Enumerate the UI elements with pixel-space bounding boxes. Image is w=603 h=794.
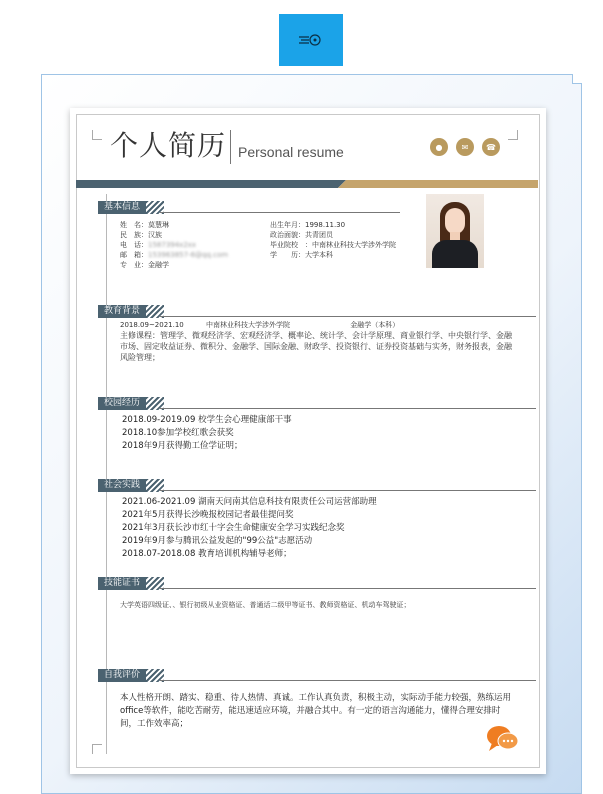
info-row: 姓 名：莫慧琳 <box>120 221 169 229</box>
education-courses: 主修课程：管理学、微观经济学、宏观经济学、概率论、统计学、会计学原理、商业银行学、中央银行学、金融市场、固定收益证券、微积分、金融学、国际金融、财政学、投资银行、证券投资基础与实务，财务报表，金融风险管理； <box>120 331 512 362</box>
campus-list <box>122 414 292 453</box>
list-item: 2018.07-2018.08 教育培训机构辅导老师； <box>122 549 292 559</box>
list-item: 2021年5月获得长沙晚报校园记者最佳提问奖 <box>122 510 294 520</box>
education-row: 2018.09~2021.10 中南林业科技大学涉外学院 金融学（本科） <box>120 321 400 329</box>
basic-right-list <box>270 220 396 260</box>
section-education <box>98 304 164 318</box>
section-label: 基本信息 <box>98 201 146 214</box>
list-item: 2019年9月参与腾讯公益发起的"99公益"志愿活动 <box>122 536 313 546</box>
info-row: 政治面貌：共青团员 <box>270 231 333 239</box>
frame-corner-fold <box>572 74 582 84</box>
info-row: 邮 箱：153963857-6@qq.com <box>120 251 229 259</box>
social-list <box>122 496 377 561</box>
image-icon-button[interactable] <box>279 14 343 66</box>
section-rule <box>160 490 536 491</box>
corner-bracket <box>92 744 102 754</box>
list-item: 2018年9月获得勤工俭学证明； <box>122 441 243 451</box>
certs-text: 大学英语四级证、、银行初级从业资格证、普通话二级甲等证书、教师资格证、机动车驾驶证； <box>120 601 411 609</box>
corner-bracket <box>508 130 518 140</box>
section-label: 技能证书 <box>98 577 146 590</box>
section-social <box>98 478 164 492</box>
user-icon: ● <box>430 138 448 156</box>
header-band <box>76 180 538 188</box>
section-rule <box>160 408 536 409</box>
resume-page <box>70 108 546 774</box>
info-row: 电 话：1587394x2xx <box>120 241 197 249</box>
resume-subtitle: Personal resume <box>238 144 344 160</box>
list-item: 2018.09-2019.09 校学生会心理健康部干事 <box>122 415 292 425</box>
band-dark <box>76 180 346 188</box>
section-certs <box>98 576 164 590</box>
section-rule <box>160 588 536 589</box>
mail-icon: ✉ <box>456 138 474 156</box>
section-self <box>98 668 164 682</box>
section-label: 自我评价 <box>98 669 146 682</box>
section-label: 社会实践 <box>98 479 146 492</box>
section-label: 教育背景 <box>98 305 146 318</box>
section-label: 校园经历 <box>98 397 146 410</box>
info-row: 出生年月：1998.11.30 <box>270 221 346 229</box>
list-item: 2018.10参加学校红歌会获奖 <box>122 428 234 438</box>
section-rule <box>160 316 536 317</box>
section-rule <box>160 680 536 681</box>
image-icon <box>297 31 325 49</box>
self-evaluation-text: 本人性格开朗、踏实、稳重、待人热情、真诚。工作认真负责，积极主动，实际动手能力较强，熟练运用office等软件，能吃苦耐劳，能迅速适应环境，并融合其中。有一定的语言沟通能力，懂得合理安排时间，工作效率高； <box>120 693 512 729</box>
info-row: 民 族：汉族 <box>120 231 162 239</box>
corner-bracket <box>92 130 102 140</box>
basic-left-list <box>120 220 228 270</box>
section-campus <box>98 396 164 410</box>
section-rule <box>160 212 400 213</box>
section-basic-info <box>98 200 164 214</box>
profile-photo <box>426 194 484 268</box>
resume-title: 个人简历 <box>110 129 227 162</box>
info-row: 毕业院校 ：中南林业科技大学涉外学院 <box>270 241 396 249</box>
list-item: 2021年3月获长沙市红十字会生命健康安全学习实践纪念奖 <box>122 523 345 533</box>
title-divider <box>230 130 231 164</box>
band-gold <box>338 180 538 188</box>
info-row: 专 业：金融学 <box>120 261 169 269</box>
info-row: 学 历：大学本科 <box>270 251 333 259</box>
chat-bubble-icon <box>486 724 520 754</box>
list-item: 2021.06-2021.09 湖南天问南其信息科技有限责任公司运营部助理 <box>122 497 377 507</box>
phone-icon: ☎ <box>482 138 500 156</box>
